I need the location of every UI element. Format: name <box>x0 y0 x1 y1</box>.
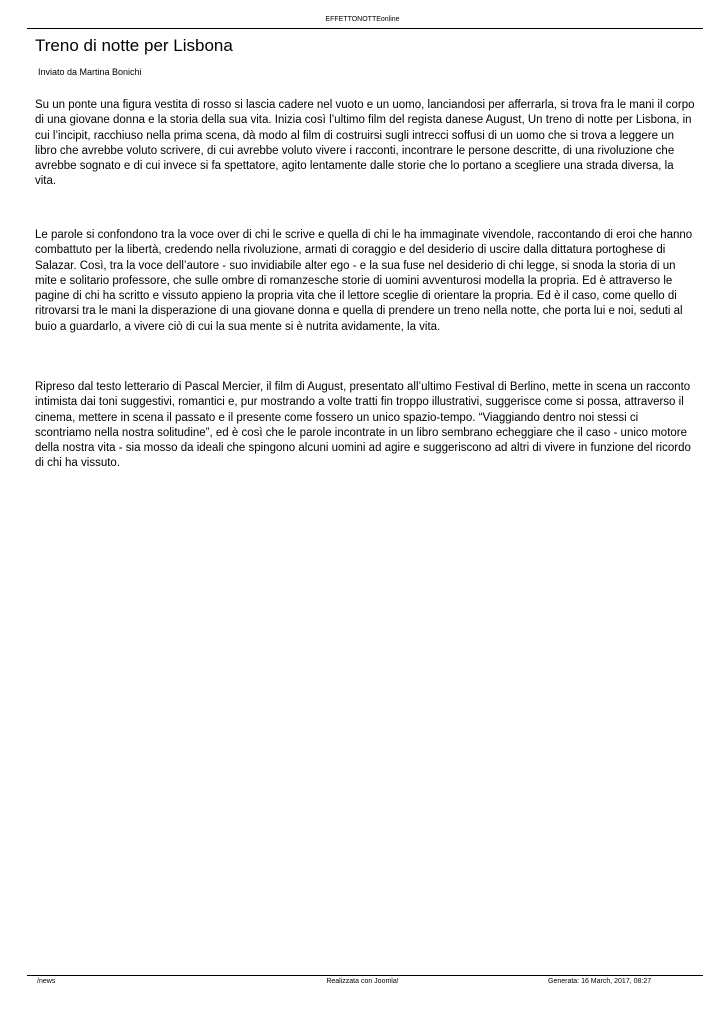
article-paragraph-1: Su un ponte una figura vestita di rosso si lascia cadere nel vuoto e un uomo, lanciandosi per afferrarla, si trova fra le mani il corpo di una giovane donna e la storia della sua vita. Inizia così l’ultimo film del regista danese August, Un treno di notte per Lisbona, in cui l’incipit, racchiuso nella prima scena, dà modo al film di costruirsi sugli intrecci soffusi di un uomo che si trova a leggere un libro che avrebbe voluto scrivere, di cui avrebbe voluto vivere i racconti, incontrare le persone descritte, di una rivoluzione che avrebbe sognato e di cui invece si fa spettatore, agito lentamente dalle storie che lo portano a scegliere una strada diversa, la vita. <box>35 99 695 188</box>
header-divider <box>27 28 703 29</box>
site-header-title: EFFETTONOTTEonline <box>325 16 400 23</box>
footer-powered-by: Realizzata con Joomla! <box>326 978 399 985</box>
footer-path: /news <box>37 978 56 985</box>
article-title: Treno di notte per Lisbona <box>35 36 233 55</box>
footer-divider <box>27 975 703 976</box>
footer-generated-date: Generata: 16 March, 2017, 08:27 <box>548 978 652 985</box>
author-line: Inviato da Martina Bonichi <box>38 67 142 77</box>
article-paragraph-3: Ripreso dal testo letterario di Pascal Mercier, il film di August, presentato all’ultimo Festival di Berlino, mette in scena un racconto intimista dai toni suggestivi, romantici e, pur mostrando a volte tratti fin troppo illustrativi, suggerisce come si possa, attraverso il cinema, mettere in scena il passato e il presente come fossero un unico spazio-tempo. “Viaggiando dentro noi stessi ci scontriamo nella nostra solitudine”, ed è così che le parole incontrate in un libro sembrano echeggiare che il caso - unico motore della nostra vita - sia mosso da ideali che spingono alcuni uomini ad agire e suggeriscono ad altri di vivere in funzione del ricordo di chi ha vissuto. <box>35 381 691 470</box>
article-paragraph-2: Le parole si confondono tra la voce over di chi le scrive e quella di chi le ha immaginate vivendole, raccontando di eroi che hanno combattuto per la libertà, credendo nella rivoluzione, armati di coraggio e del desiderio di uscire dalla dittatura portoghese di Salazar. Così, tra la voce dell’autore - suo invidiabile alter ego - e la sua fuse nel desiderio di chi legge, si snoda la storia di un mite e solitario professore, che sulle ombre di romanzesche storie di uomini avventurosi modella la propria. Ed è attraverso le pagine di chi ha scritto e vissuto appieno la propria vita che il lettore sceglie di orientare la propria. Ed è il caso, come quello di ritrovarsi tra le mani la disperazione di una giovane donna e quella di prendere un treno nella notte, che porta lui e noi, seduti al buio a guardarlo, a vivere ciò di cui la sua mente si è nutrita avidamente, la vita. <box>35 229 693 333</box>
